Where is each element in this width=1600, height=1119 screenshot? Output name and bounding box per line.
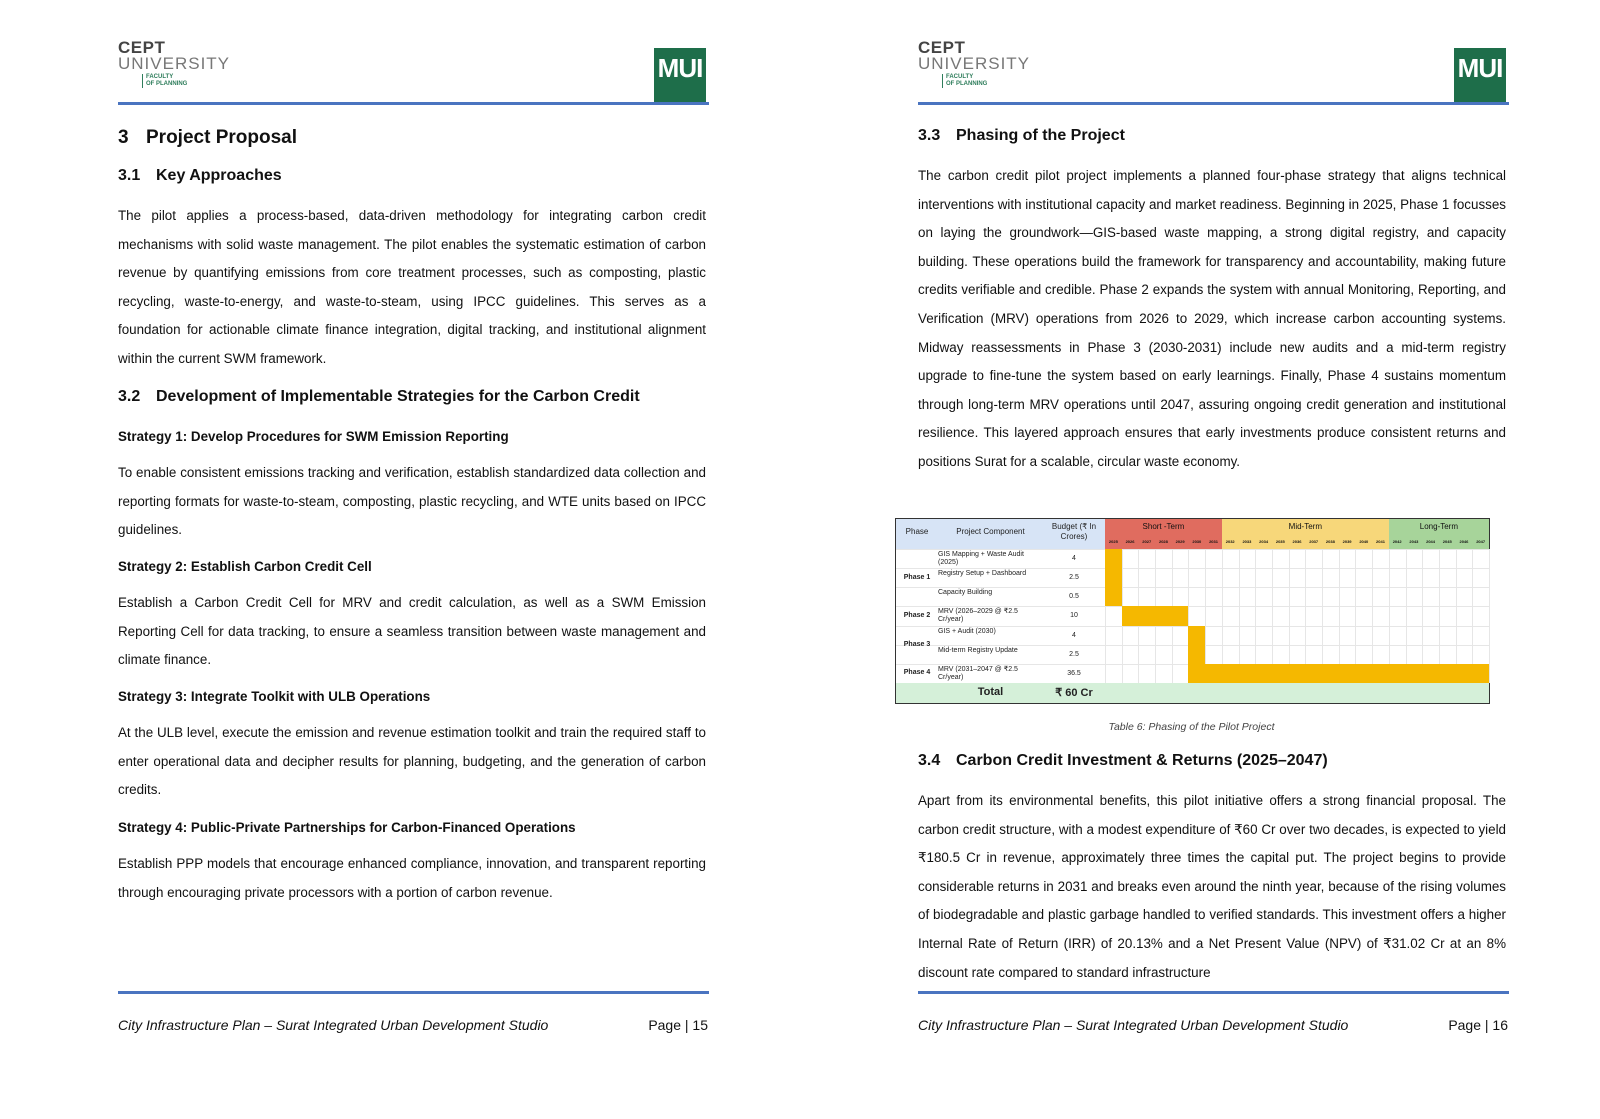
cept-university-logo [918, 38, 1031, 92]
budget-header-label: Budget (₹ In Crores) [1051, 522, 1097, 541]
budget-cell: 2.5 [1069, 650, 1079, 658]
component-cell: MRV (2026–2029 @ ₹2.5 Cr/year) [938, 608, 1018, 624]
schedule-bar [1188, 626, 1205, 664]
strategy-2-heading: Strategy 2: Establish Carbon Credit Cell [118, 559, 372, 574]
year-label: 2034 [1255, 534, 1272, 549]
strategy-1-heading: Strategy 1: Develop Procedures for SWM Emission Reporting [118, 429, 509, 444]
year-label: 2030 [1188, 534, 1205, 549]
section-3-3-heading [918, 127, 1125, 145]
budget-cell: 36.5 [1067, 669, 1081, 677]
component-cell: Mid-term Registry Update [938, 646, 1018, 654]
schedule-bar [1122, 606, 1189, 625]
section-number: 3 [118, 127, 129, 148]
footer-rule [118, 991, 709, 994]
phase-label: Phase 1 [903, 573, 931, 581]
year-label: 2047 [1472, 534, 1489, 549]
phase-label: Phase 4 [903, 669, 931, 677]
year-label: 2028 [1155, 534, 1172, 549]
component-header-label: Project Component [956, 527, 1025, 536]
phase-header-label: Phase [905, 527, 929, 536]
mui-logo [654, 48, 706, 102]
cept-logo-faculty-line2: OF PLANNING [146, 81, 188, 87]
section-number: 3.1 [118, 167, 141, 184]
phase-label: Phase 3 [903, 640, 931, 648]
year-label: 2025 [1105, 534, 1122, 549]
schedule-bar [1188, 664, 1489, 683]
year-label: 2033 [1239, 534, 1256, 549]
year-label: 2035 [1272, 534, 1289, 549]
phasing-paragraph: The carbon credit pilot project implements a planned four-phase strategy that aligns technical interventions with institutional capacity and market readiness. Beginning in 2025, Phase 1 focusses on laying the groundwork—GIS-based waste mapping, a strong digital registry, and capacity building. These operations build the framework for transparency and accountability, making future credits verifiable and credible. Phase 2 expands the system with annual Monitoring, Reporting, and Verification (MRV) operations from 2026 to 2029, which increase carbon accounting systems. Midway reassessments in Phase 3 (2030-2031) include new audits and a mid-term registry upgrade to fine-tune the system based on early learnings. Finally, Phase 4 sustains momentum through long-term MRV operations until 2047, assuring ongoing credit generation and institutional resilience. This layered approach ensures that early investments produce consistent returns and positions Surat for a scalable, circular waste economy. [918, 168, 1506, 469]
total-value: ₹ 60 Cr [1055, 687, 1093, 699]
component-cell: MRV (2031–2047 @ ₹2.5 Cr/year) [938, 665, 1018, 681]
strategy-3-heading: Strategy 3: Integrate Toolkit with ULB Operations [118, 689, 431, 704]
row-line [896, 568, 1489, 569]
section-3-2-heading [118, 388, 640, 406]
component-cell: Registry Setup + Dashboard [938, 570, 1027, 578]
section-3-1-heading [118, 167, 282, 185]
year-label: 2036 [1289, 534, 1306, 549]
cept-logo-text: CEPT [118, 38, 166, 57]
year-label: 2045 [1439, 534, 1456, 549]
table-caption: Table 6: Phasing of the Pilot Project [1108, 721, 1275, 733]
year-label: 2042 [1389, 534, 1406, 549]
mui-logo-subtext [1454, 88, 1506, 93]
year-label: 2046 [1456, 534, 1473, 549]
strategy-3-paragraph: At the ULB level, execute the emission and revenue estimation toolkit and train the required staff to enter operational data and decipher results for planning, budgeting, and the generation of carbon credits. [118, 725, 706, 798]
grid-line [1489, 549, 1490, 683]
year-label: 2038 [1322, 534, 1339, 549]
mui-logo-text: MUI [657, 53, 703, 83]
footer-rule [918, 991, 1509, 994]
section-title: Project Proposal [146, 127, 297, 148]
row-line [896, 549, 1489, 550]
budget-cell: 0.5 [1069, 593, 1079, 601]
year-label: 2044 [1422, 534, 1439, 549]
cept-logo-faculty-line1: FACULTY [946, 74, 974, 80]
header-rule [918, 102, 1509, 105]
cept-logo-faculty-line2: OF PLANNING [946, 81, 988, 87]
year-label: 2041 [1372, 534, 1389, 549]
period-header: Long-Term [1389, 519, 1489, 534]
year-label: 2027 [1138, 534, 1155, 549]
strategy-1-paragraph: To enable consistent emissions tracking and verification, establish standardized data collection and reporting formats for waste-to-steam, composting, plastic recycling, and WTE units based on IPCC guidelines. [118, 465, 706, 538]
cept-university-logo [118, 38, 231, 92]
mui-logo [1454, 48, 1506, 102]
cept-logo-university: UNIVERSITY [118, 54, 231, 73]
schedule-bar [1105, 549, 1122, 606]
header-rule [118, 102, 709, 105]
year-label: 2037 [1305, 534, 1322, 549]
phase-label: Phase 2 [903, 612, 931, 620]
mui-logo-subtext [654, 88, 706, 93]
investment-paragraph: Apart from its environmental benefits, this pilot initiative offers a strong financial proposal. The carbon credit structure, with a modest expenditure of ₹60 Cr over two decades, is expected to yield ₹180.5 Cr in revenue, approximately three times the capital put. The project begins to provide considerable returns in 2031 and breaks even around the ninth year, because of the rising volumes of biodegradable and plastic garbage handled to verified standards. This investment offers a higher Internal Rate of Return (IRR) of 20.13% and a Net Present Value (NPV) of ₹31.02 Cr at an 8% discount rate compared to standard infrastructure [918, 793, 1506, 980]
component-cell: GIS + Audit (2030) [938, 627, 996, 635]
section-title: Phasing of the Project [956, 127, 1125, 144]
cept-logo-faculty-line1: FACULTY [146, 74, 174, 80]
budget-cell: 10 [1070, 612, 1078, 620]
section-number: 3.3 [918, 127, 941, 144]
page-number: Page | 16 [1448, 1017, 1508, 1033]
component-cell: GIS Mapping + Waste Audit (2025) [938, 551, 1024, 566]
cept-logo-faculty [942, 74, 1018, 88]
period-header: Mid-Term [1222, 519, 1389, 534]
row-line [896, 587, 1489, 588]
total-label: Total [977, 686, 1004, 698]
strategy-4-heading: Strategy 4: Public-Private Partnerships for Carbon-Financed Operations [118, 820, 576, 835]
section-title: Carbon Credit Investment & Returns (2025–2047) [956, 752, 1328, 769]
key-approaches-paragraph: The pilot applies a process-based, data-driven methodology for integrating carbon credit mechanisms with solid waste management. The pilot enables the systematic estimation of carbon revenue by quantifying emissions from core treatment processes, such as composting, plastic recycling, waste-to-energy, and waste-to-steam, using IPCC guidelines. This serves as a foundation for actionable climate finance integration, digital tracking, and institutional alignment within the current SWM framework. [118, 208, 706, 366]
strategy-2-paragraph: Establish a Carbon Credit Cell for MRV and credit calculation, as well as a SWM Emission Reporting Cell for data tracking, to ensure a seamless transition between waste management and climate finance. [118, 595, 706, 668]
footer-title: City Infrastructure Plan – Surat Integrated Urban Development Studio [918, 1017, 1349, 1033]
year-label: 2043 [1406, 534, 1423, 549]
period-header: Short -Term [1105, 519, 1222, 534]
component-cell: Capacity Building [938, 589, 993, 597]
budget-cell: 4 [1072, 555, 1076, 562]
cept-logo-faculty [142, 74, 218, 88]
cept-logo-university: UNIVERSITY [918, 54, 1031, 73]
strategy-4-paragraph: Establish PPP models that encourage enhanced compliance, innovation, and transparent reporting through encouraging private processors with a portion of carbon revenue. [118, 856, 706, 900]
footer-title: City Infrastructure Plan – Surat Integrated Urban Development Studio [118, 1017, 549, 1033]
budget-cell: 4 [1072, 631, 1076, 639]
section-number: 3.4 [918, 752, 941, 769]
section-3-4-heading [918, 752, 1328, 770]
year-label: 2040 [1355, 534, 1372, 549]
cept-logo-text: CEPT [918, 38, 966, 57]
year-label: 2029 [1172, 534, 1189, 549]
mui-logo-text: MUI [1457, 53, 1503, 83]
section-title: Development of Implementable Strategies for the Carbon Credit [156, 388, 640, 405]
page-number: Page | 15 [648, 1017, 708, 1033]
year-label: 2039 [1339, 534, 1356, 549]
budget-cell: 2.5 [1069, 574, 1079, 582]
section-number: 3.2 [118, 388, 141, 405]
year-label: 2026 [1122, 534, 1139, 549]
section-title: Key Approaches [156, 167, 282, 184]
phasing-gantt-table [895, 518, 1490, 704]
year-label: 2031 [1205, 534, 1222, 549]
section-3-heading [118, 127, 297, 149]
year-label: 2032 [1222, 534, 1239, 549]
